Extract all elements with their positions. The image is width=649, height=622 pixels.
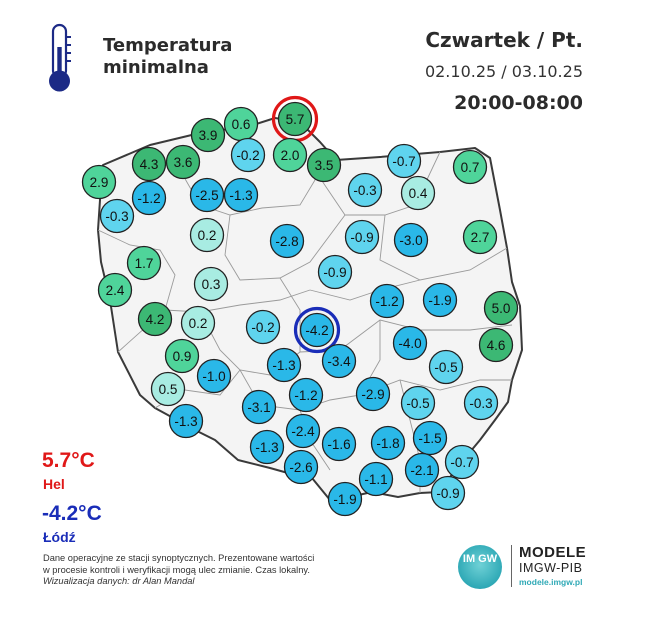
logo-brand: MODELE	[519, 544, 587, 561]
station-temperature-label: 4.6	[486, 338, 506, 353]
station-marker	[271, 225, 304, 258]
station-temperature-label: 0.2	[197, 228, 217, 243]
station-temperature-label: 3.6	[173, 155, 193, 170]
station-marker	[402, 177, 435, 210]
station-temperature-label: 2.0	[280, 148, 300, 163]
thermometer-icon	[49, 25, 71, 92]
station-marker	[454, 151, 487, 184]
min-temperature-station: Łódź	[43, 529, 76, 545]
station-temperature-label: -3.0	[399, 233, 423, 248]
station-marker	[225, 108, 258, 141]
station-marker	[191, 219, 224, 252]
station-temperature-label: -1.9	[428, 293, 452, 308]
station-temperature-label: 1.7	[134, 256, 154, 271]
station-marker	[296, 309, 339, 352]
station-temperature-label: -4.0	[398, 336, 422, 351]
station-temperature-label: -0.9	[350, 230, 374, 245]
station-temperature-label: -1.2	[375, 294, 399, 309]
station-marker	[128, 247, 161, 280]
station-marker	[388, 145, 421, 178]
station-temperature-label: -1.0	[202, 369, 226, 384]
station-temperature-label: 4.3	[139, 157, 159, 172]
station-temperature-label: -1.8	[376, 436, 400, 451]
station-temperature-label: -1.3	[272, 358, 296, 373]
station-temperature-label: -2.4	[291, 424, 315, 439]
station-temperature-label: 4.2	[145, 312, 165, 327]
station-marker	[485, 292, 518, 325]
logo-organization: IMGW-PIB	[519, 561, 583, 575]
station-marker	[133, 182, 166, 215]
station-temperature-label: -1.1	[364, 472, 388, 487]
station-marker	[394, 327, 427, 360]
station-marker	[432, 477, 465, 510]
station-marker	[133, 148, 166, 181]
station-temperature-label: 2.9	[89, 175, 109, 190]
station-marker	[308, 149, 341, 182]
station-temperature-label: -0.7	[392, 154, 416, 169]
station-temperature-label: -1.3	[229, 188, 253, 203]
station-temperature-label: -0.2	[236, 148, 260, 163]
data-disclaimer	[43, 553, 343, 588]
station-marker	[464, 221, 497, 254]
station-temperature-label: 5.7	[285, 112, 305, 127]
station-temperature-label: 3.9	[198, 128, 218, 143]
station-temperature-label: -0.9	[436, 486, 460, 501]
station-marker	[195, 268, 228, 301]
station-marker	[198, 360, 231, 393]
station-marker	[167, 146, 200, 179]
station-marker	[406, 454, 439, 487]
station-marker	[251, 431, 284, 464]
station-temperature-label: -1.3	[174, 414, 198, 429]
station-temperature-label: 2.4	[105, 283, 125, 298]
station-marker	[446, 446, 479, 479]
imgw-badge-text: IM GW	[462, 553, 498, 565]
station-marker	[274, 98, 317, 141]
station-temperature-label: -2.6	[289, 460, 313, 475]
station-marker	[430, 351, 463, 384]
disclaimer-line-2: w procesie kontroli i weryfikacji mogą ulec zmianie. Czas lokalny.	[43, 564, 310, 575]
station-temperature-label: -3.4	[327, 354, 351, 369]
station-temperature-label: -0.9	[323, 265, 347, 280]
station-marker	[395, 224, 428, 257]
title-line-1: Temperatura	[103, 35, 233, 56]
station-temperature-label: 3.5	[314, 158, 334, 173]
station-temperature-label: -2.8	[275, 234, 299, 249]
min-temperature-value: -4.2°C	[42, 502, 102, 525]
station-temperature-label: -2.9	[361, 387, 385, 402]
station-marker	[402, 387, 435, 420]
disclaimer-line-1: Dane operacyjne ze stacji synoptycznych. Prezentowane wartości	[43, 553, 315, 563]
station-marker	[182, 307, 215, 340]
station-marker	[152, 373, 185, 406]
max-temperature-value: 5.7°C	[42, 449, 95, 472]
station-marker	[83, 166, 116, 199]
station-marker	[243, 391, 276, 424]
logo-divider	[511, 545, 512, 587]
forecast-hours: 20:00-08:00	[454, 92, 583, 114]
station-temperature-label: 0.9	[172, 349, 192, 364]
station-marker	[360, 463, 393, 496]
station-temperature-label: -1.5	[418, 431, 442, 446]
station-temperature-label: -2.1	[410, 463, 434, 478]
logo-url: modele.imgw.pl	[519, 577, 583, 587]
station-temperature-label: -1.6	[327, 437, 351, 452]
station-marker	[247, 311, 280, 344]
forecast-dates: 02.10.25 / 03.10.25	[424, 62, 583, 81]
station-temperature-label: -0.2	[251, 320, 275, 335]
station-temperature-label: -0.5	[434, 360, 458, 375]
station-temperature-label: -1.3	[255, 440, 279, 455]
station-temperature-label: 0.7	[460, 160, 480, 175]
station-marker	[99, 274, 132, 307]
station-marker	[424, 284, 457, 317]
station-marker	[232, 139, 265, 172]
station-marker	[139, 303, 172, 336]
station-marker	[357, 378, 390, 411]
station-marker	[346, 221, 379, 254]
station-temperature-label: -3.1	[247, 400, 271, 415]
station-temperature-label: -0.3	[469, 396, 493, 411]
map-title	[103, 35, 232, 79]
station-marker	[268, 349, 301, 382]
station-temperature-label: -1.9	[333, 492, 357, 507]
station-temperature-label: -0.7	[450, 455, 474, 470]
station-temperature-label: -0.3	[105, 209, 129, 224]
station-temperature-label: -1.2	[137, 191, 161, 206]
station-marker	[192, 119, 225, 152]
station-marker	[349, 174, 382, 207]
station-temperature-label: -0.5	[406, 396, 430, 411]
station-marker	[414, 422, 447, 455]
station-marker	[371, 285, 404, 318]
max-temperature-station: Hel	[43, 476, 65, 492]
forecast-days: Czwartek / Pt.	[425, 28, 583, 52]
station-temperature-label: 0.5	[158, 382, 178, 397]
station-marker	[274, 139, 307, 172]
station-temperature-label: 0.2	[188, 316, 208, 331]
station-marker	[319, 256, 352, 289]
station-marker	[465, 387, 498, 420]
station-marker	[480, 329, 513, 362]
imgw-badge-icon	[458, 545, 502, 589]
station-marker	[170, 405, 203, 438]
station-marker	[285, 451, 318, 484]
station-marker	[323, 428, 356, 461]
station-temperature-label: 0.6	[231, 117, 251, 132]
station-marker	[101, 200, 134, 233]
station-temperature-label: 5.0	[491, 301, 511, 316]
station-temperature-label: -2.5	[195, 188, 219, 203]
imgw-logo	[458, 541, 606, 591]
station-marker	[287, 415, 320, 448]
station-temperature-label: -0.3	[353, 183, 377, 198]
station-marker	[323, 345, 356, 378]
title-line-2: minimalna	[103, 57, 209, 78]
station-temperature-label: 2.7	[470, 230, 490, 245]
station-temperature-label: 0.4	[408, 186, 428, 201]
station-marker	[191, 179, 224, 212]
station-temperature-label: -1.2	[294, 388, 318, 403]
station-marker	[329, 483, 362, 516]
station-temperature-label: 0.3	[201, 277, 221, 292]
station-marker	[225, 179, 258, 212]
station-temperature-label: -4.2	[305, 323, 329, 338]
station-marker	[372, 427, 405, 460]
station-marker	[290, 379, 323, 412]
station-marker	[166, 340, 199, 373]
visualization-credit: Wizualizacja danych: dr Alan Mandal	[43, 576, 195, 586]
